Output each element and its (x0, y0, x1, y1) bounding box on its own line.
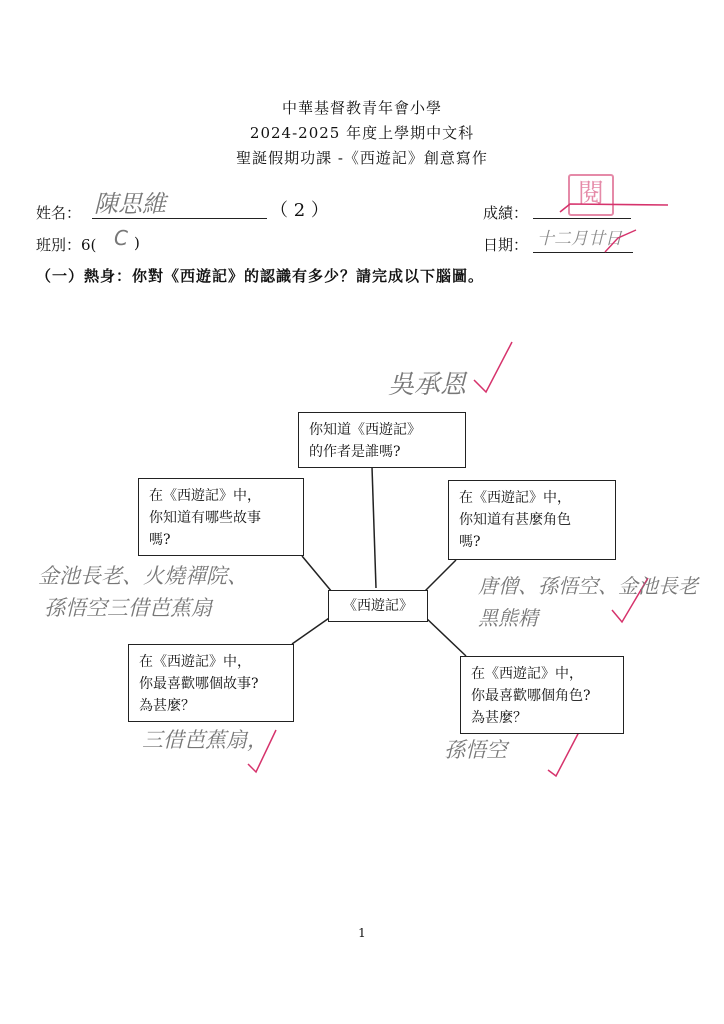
name-label: 姓名： (36, 204, 82, 222)
mindmap-upper-right-box (448, 480, 616, 560)
assignment-title: 聖誕假期功課 -《西遊記》創意寫作 (236, 149, 488, 167)
lower-right-line3: 為甚麼？ (471, 710, 527, 726)
mindmap-top-box (298, 412, 466, 468)
class-number: （ 2 ） (270, 200, 329, 221)
name-handwriting: 陳思維 (94, 190, 166, 218)
answer-favourite-character: 孫悟空 (444, 738, 507, 762)
lower-left-line3: 為甚麼？ (139, 698, 195, 714)
score-label: 成績： (483, 204, 529, 222)
answer-characters-line2: 黑熊精 (478, 606, 538, 630)
upper-left-line3: 嗎? (149, 532, 171, 548)
class-label: 班別：6( (36, 236, 97, 254)
answer-author: 吳承恩 (388, 370, 467, 400)
answer-favourite-story: 三借芭蕉扇， (142, 728, 268, 752)
date-handwriting: 十二月廿日 (537, 229, 622, 249)
answer-characters-line1: 唐僧、孫悟空、金池長老 (478, 574, 698, 598)
term-title: 2024-2025 年度上學期中文科 (249, 124, 475, 142)
mindmap-lower-left-box (128, 644, 294, 722)
lower-left-line2: 你最喜歡哪個故事? (139, 676, 259, 692)
center-label: 《西遊記》 (343, 598, 413, 614)
answer-stories-line1: 金池長老、火燒禪院、 (38, 564, 248, 588)
class-close: ) (134, 234, 140, 252)
upper-right-line2: 你知道有甚麼角色 (459, 512, 571, 528)
lower-right-line1: 在《西遊記》中， (471, 666, 583, 682)
section-title: （一）熱身：你對《西遊記》的認識有多少？請完成以下腦圖。 (36, 267, 485, 285)
date-label: 日期： (483, 236, 529, 254)
lower-right-line2: 你最喜歡哪個角色? (471, 688, 591, 704)
upper-left-line2: 你知道有哪些故事 (149, 510, 261, 526)
answer-stories-line2: 孫悟空三借芭蕉扇 (44, 596, 212, 620)
class-handwriting: C (114, 226, 128, 250)
upper-left-line1: 在《西遊記》中， (149, 488, 261, 504)
upper-right-line1: 在《西遊記》中， (459, 490, 571, 506)
upper-right-line3: 嗎? (459, 534, 481, 550)
mindmap-center-box (328, 590, 428, 622)
top-line2: 的作者是誰嗎? (309, 444, 401, 460)
top-line1: 你知道《西遊記》 (309, 422, 421, 438)
mindmap-upper-left-box (138, 478, 304, 556)
teacher-stamp: 閱 (568, 174, 614, 216)
mindmap-lower-right-box (460, 656, 624, 734)
lower-left-line1: 在《西遊記》中， (139, 654, 251, 670)
page-number: 1 (358, 926, 366, 940)
school-name: 中華基督教青年會小學 (281, 99, 442, 117)
